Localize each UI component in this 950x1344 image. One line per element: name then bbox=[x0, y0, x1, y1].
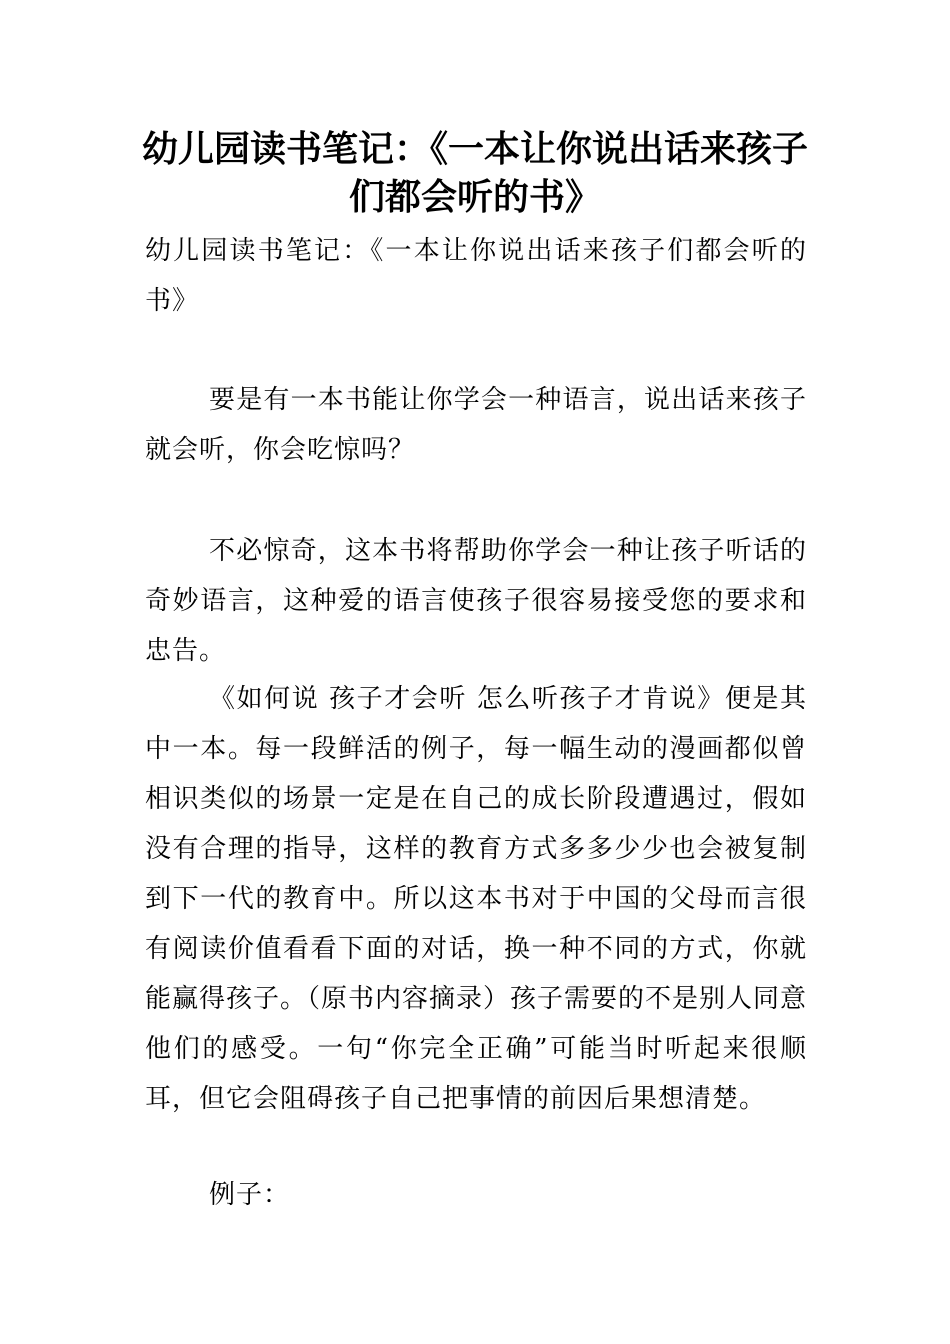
paragraph: 要是有一本书能让你学会一种语言，说出话来孩子就会听，你会吃惊吗？ bbox=[145, 385, 807, 465]
paragraph: 不必惊奇，这本书将帮助你学会一种让孩子听话的奇妙语言，这种爱的语言使孩子很容易接受您的要求和忠告。 bbox=[145, 536, 807, 666]
paragraph: 《如何说 孩子才会听 怎么听孩子才肯说》便是其中一本。每一段鲜活的例子，每一幅生动的漫画都似曾相识类似的场景一定是在自己的成长阶段遭遇过，假如没有合理的指导，这样的教育方式多多少少也会被复制到下一代的教育中。所以这本书对于中国的父母而言很有阅读价值看看下面的对话，换一种不同的方式，你就能赢得孩子。（原书内容摘录）孩子需要的不是别人同意他们的感受。一句“你完全正确”可能当时听起来很顺耳，但它会阻碍孩子自己把事情的前因后果想清楚。 bbox=[145, 684, 808, 1114]
document-title: 幼儿园读书笔记：《一本让你说出话来孩子们都会听的书》 bbox=[141, 129, 808, 218]
document-subtitle: 幼儿园读书笔记：《一本让你说出话来孩子们都会听的书》 bbox=[145, 236, 807, 316]
paragraph-example-label: 例子： bbox=[209, 1180, 291, 1210]
